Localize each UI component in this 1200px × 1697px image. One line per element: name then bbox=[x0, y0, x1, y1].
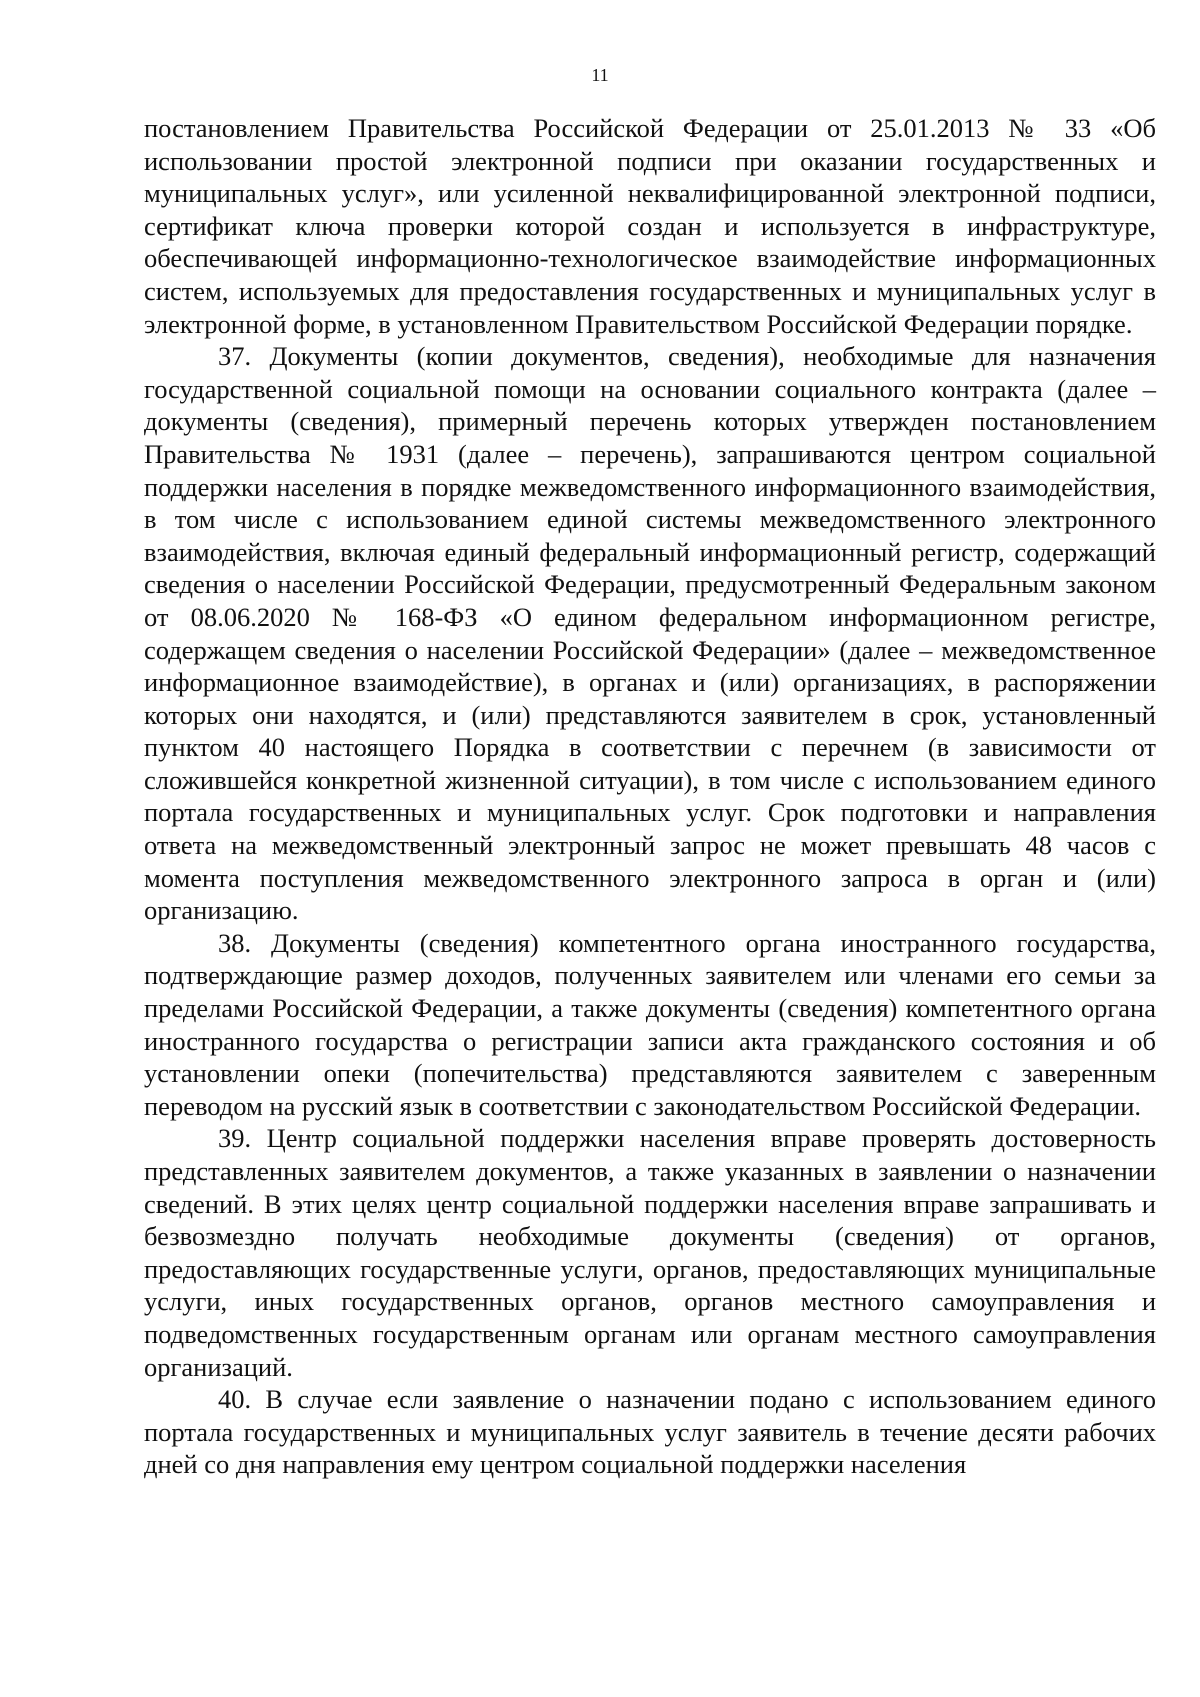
paragraph-item-39: 39. Центр социальной поддержки населения вправе проверять достоверность представленных заявителем документов, а также указанных в заявлении о назначении сведений. В этих целях центр социальной поддержки населения вправе запрашивать и безвозмездно получать необходимые документы (сведения) от органов, предоставляющих государственные услуги, органов, предоставляющих муниципальные услуги, иных государственных органов, органов местного самоуправления и подведомственных государственным органам или органам местного самоуправления организаций. bbox=[144, 1123, 1156, 1382]
page-number: 11 bbox=[591, 65, 609, 85]
paragraph-item-37: 37. Документы (копии документов, сведения), необходимые для назначения государственной социальной помощи на основании социального контракта (далее – документы (сведения), примерный перечень которых утвержден постановлением Правительства № 1931 (далее – перечень), запрашиваются центром социальной поддержки населения в порядке межведомственного информационного взаимодействия, в том числе с использованием единой системы межведомственного электронного взаимодействия, включая единый федеральный информационный регистр, содержащий сведения о населении Российской Федерации, предусмотренный Федеральным законом от 08.06.2020 № 168-ФЗ «О едином федеральном информационном регистре, содержащем сведения о населении Российской Федерации» (далее – межведомственное информационное взаимодействие), в органах и (или) организациях, в распоряжении которых они находятся, и (или) представляются заявителем в срок, установленный пунктом 40 настоящего Порядка в соответствии с перечнем (в зависимости от сложившейся конкретной жизненной ситуации), в том числе с использованием единого портала государственных и муниципальных услуг. Срок подготовки и направления ответа на межведомственный электронный запрос не может превышать 48 часов с момента поступления межведомственного электронного запроса в орган и (или) организацию. bbox=[144, 341, 1156, 926]
paragraph-item-38: 38. Документы (сведения) компетентного органа иностранного государства, подтверждающие размер доходов, полученных заявителем или членами его семьи за пределами Российской Федерации, а также документы (сведения) компетентного органа иностранного государства о регистрации записи акта гражданского состояния и об установлении опеки (попечительства) представляются заявителем с заверенным переводом на русский язык в соответствии с законодательством Российской Федерации. bbox=[144, 927, 1156, 1121]
paragraph-continuation: постановлением Правительства Российской Федерации от 25.01.2013 № 33 «Об использовании простой электронной подписи при оказании государственных и муниципальных услуг», или усиленной неквалифицированной электронной подписи, сертификат ключа проверки которой создан и используется в инфраструктуре, обеспечивающей информационно-технологическое взаимодействие информационных систем, используемых для предоставления государственных и муниципальных услуг в электронной форме, в установленном Правительством Российской Федерации порядке. bbox=[144, 113, 1156, 339]
document-body bbox=[144, 112, 1156, 1481]
paragraph-item-40: 40. В случае если заявление о назначении подано с использованием единого портала государственных и муниципальных услуг заявитель в течение десяти рабочих дней со дня направления ему центром социальной поддержки населения bbox=[144, 1384, 1156, 1480]
